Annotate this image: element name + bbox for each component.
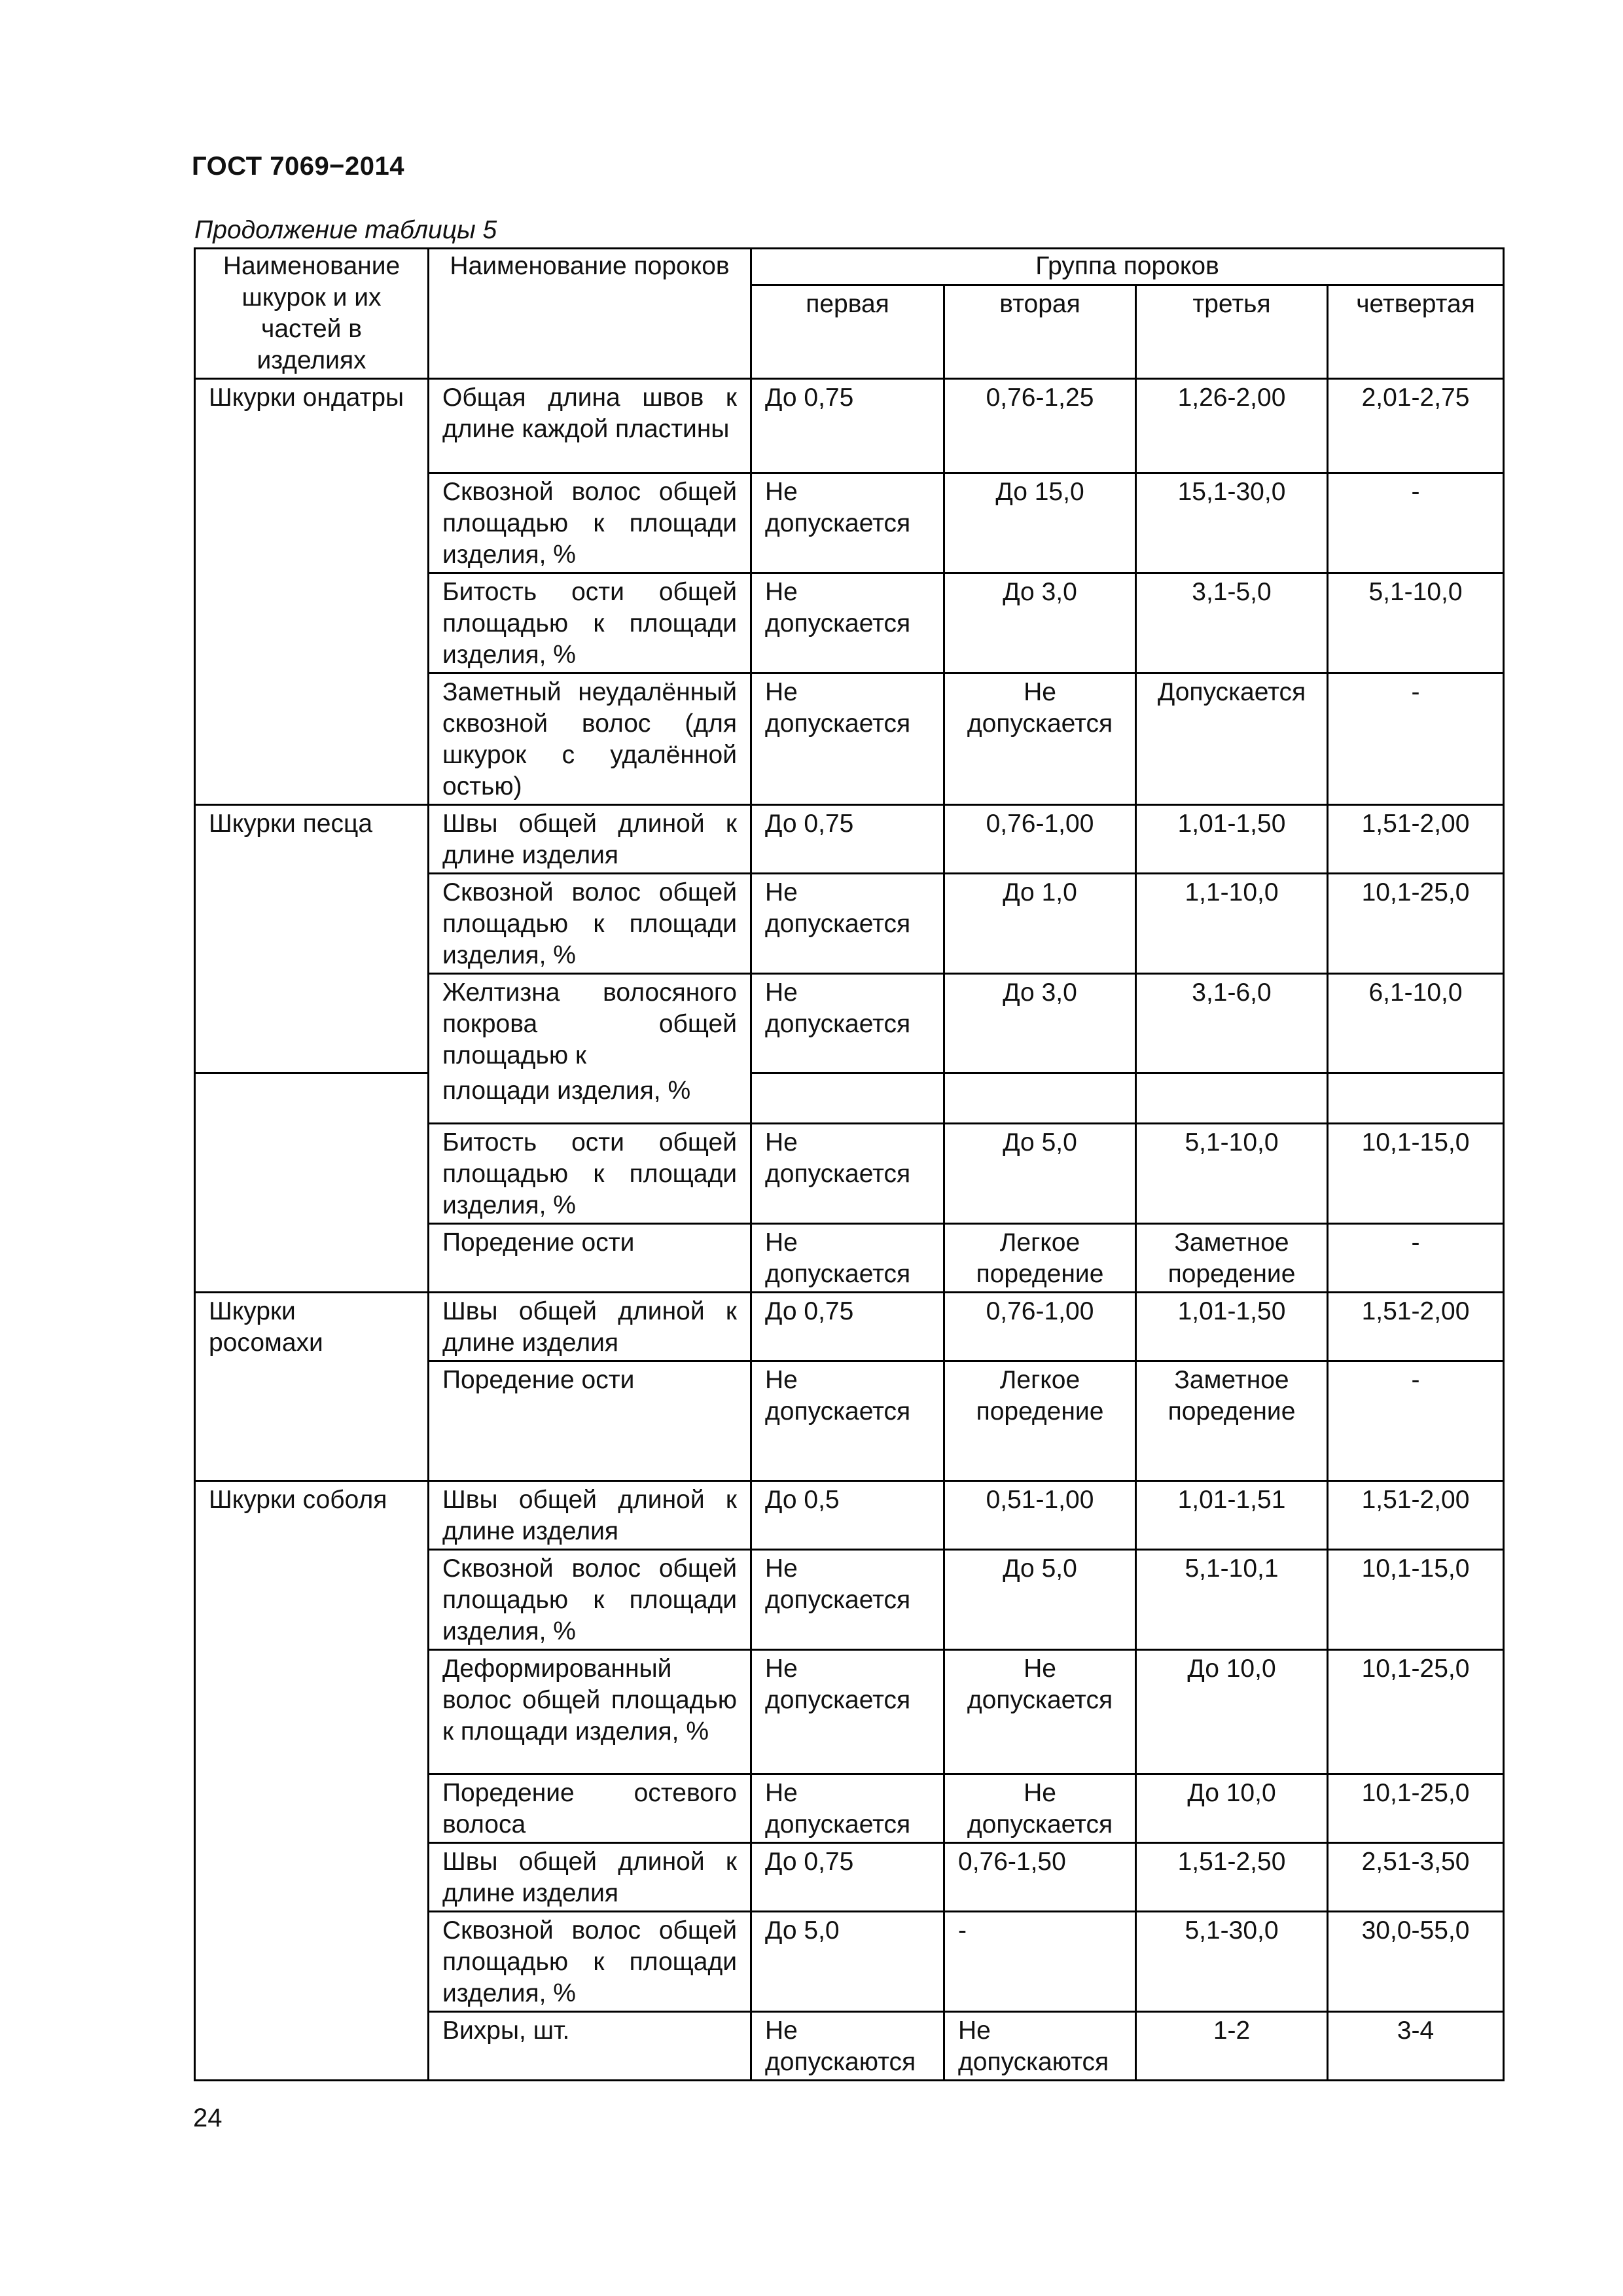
defect-cell: Битость ости общей площадью к площади изделия, %	[429, 1123, 751, 1223]
group1-cell: Не допускается	[751, 473, 944, 573]
group2-cell: 0,76-1,25	[944, 379, 1136, 473]
group1-cell: До 0,75	[751, 805, 944, 874]
group4-cell: 10,1-15,0	[1328, 1123, 1504, 1223]
defect-cell: Швы общей длиной к длине изделия	[429, 1480, 751, 1549]
group3-cell	[1136, 1073, 1328, 1123]
group2-cell: 0,76-1,00	[944, 1292, 1136, 1361]
group3-cell: 1,01-1,51	[1136, 1480, 1328, 1549]
group2-cell: До 15,0	[944, 473, 1136, 573]
group2-cell: До 3,0	[944, 974, 1136, 1073]
document-header: ГОСТ 7069−2014	[192, 152, 405, 181]
group3-cell: Заметное поредение	[1136, 1361, 1328, 1480]
defect-cell: Сквозной волос общей площадью к площади изделия, %	[429, 473, 751, 573]
group4-cell: 2,51-3,50	[1328, 1842, 1504, 1911]
group4-cell: -	[1328, 673, 1504, 805]
group4-cell: 3-4	[1328, 2011, 1504, 2080]
group3-cell: 5,1-10,1	[1136, 1549, 1328, 1649]
group2-cell: До 3,0	[944, 573, 1136, 673]
table-header-row	[195, 249, 1504, 285]
group1-cell: Не допускается	[751, 1774, 944, 1842]
group2-cell: До 5,0	[944, 1549, 1136, 1649]
group1-cell: Не допускается	[751, 673, 944, 805]
group1-cell: Не допускается	[751, 1649, 944, 1774]
page-number: 24	[193, 2104, 223, 2132]
group3-cell: 1,51-2,50	[1136, 1842, 1328, 1911]
defect-cell: Желтизна волосяного покрова общей площадью к	[429, 974, 751, 1073]
group2-cell: 0,76-1,50	[944, 1842, 1136, 1911]
item-rosomakha: Шкурки росомахи	[195, 1292, 429, 1480]
group4-cell: -	[1328, 1223, 1504, 1292]
group1-cell: Не допускается	[751, 1123, 944, 1223]
item-sobol: Шкурки соболя	[195, 1480, 429, 2080]
group3-cell: Допускается	[1136, 673, 1328, 805]
group4-cell: 5,1-10,0	[1328, 573, 1504, 673]
group2-cell: Не допускается	[944, 1649, 1136, 1774]
group1-cell: Не допускается	[751, 874, 944, 974]
group2-cell: Легкое поредение	[944, 1223, 1136, 1292]
item-empty-cell	[195, 1073, 429, 1292]
defect-cell: Сквозной волос общей площадью к площади изделия, %	[429, 1911, 751, 2011]
group2-cell: 0,51-1,00	[944, 1480, 1136, 1549]
defect-cell: Швы общей длиной к длине изделия	[429, 1292, 751, 1361]
group4-cell: -	[1328, 1361, 1504, 1480]
group4-cell: 1,51-2,00	[1328, 805, 1504, 874]
group3-cell: 1,1-10,0	[1136, 874, 1328, 974]
header-defect-group: Группа пороков	[751, 249, 1504, 285]
table-row	[195, 379, 1504, 473]
group3-cell: 5,1-30,0	[1136, 1911, 1328, 2011]
group3-cell: До 10,0	[1136, 1774, 1328, 1842]
group2-cell: Легкое поредение	[944, 1361, 1136, 1480]
group1-cell: До 5,0	[751, 1911, 944, 2011]
table-row	[195, 805, 1504, 874]
group1-cell: Не допускается	[751, 1361, 944, 1480]
defect-cell: Заметный неудалённый сквозной волос (для шкурок с удалённой остью)	[429, 673, 751, 805]
item-ondatra: Шкурки ондатры	[195, 379, 429, 805]
group1-cell	[751, 1073, 944, 1123]
header-group-first: первая	[751, 285, 944, 379]
group4-cell: 1,51-2,00	[1328, 1480, 1504, 1549]
defects-table-container	[194, 247, 1503, 2081]
defect-cell: Швы общей длиной к длине изделия	[429, 805, 751, 874]
group2-cell: -	[944, 1911, 1136, 2011]
group3-cell: 3,1-5,0	[1136, 573, 1328, 673]
defect-cell: Вихры, шт.	[429, 2011, 751, 2080]
group2-cell	[944, 1073, 1136, 1123]
defect-cell: Поредение ости	[429, 1223, 751, 1292]
group4-cell: 10,1-25,0	[1328, 1774, 1504, 1842]
group1-cell: Не допускается	[751, 1223, 944, 1292]
table-row	[195, 1292, 1504, 1361]
defect-cell: Деформированный волос общей площадью к площади изделия, %	[429, 1649, 751, 1774]
table-row	[195, 1480, 1504, 1549]
defect-cell: Битость ости общей площадью к площади изделия, %	[429, 573, 751, 673]
group3-cell: 15,1-30,0	[1136, 473, 1328, 573]
group1-cell: Не допускается	[751, 573, 944, 673]
group2-cell: До 5,0	[944, 1123, 1136, 1223]
group3-cell: 1,26-2,00	[1136, 379, 1328, 473]
group4-cell: 1,51-2,00	[1328, 1292, 1504, 1361]
group1-cell: Не допускается	[751, 974, 944, 1073]
group3-cell: 3,1-6,0	[1136, 974, 1328, 1073]
defect-cell: площади изделия, %	[429, 1073, 751, 1123]
group2-cell: Не допускаются	[944, 2011, 1136, 2080]
group4-cell: 10,1-25,0	[1328, 874, 1504, 974]
group1-cell: Не допускаются	[751, 2011, 944, 2080]
item-pesets: Шкурки песца	[195, 805, 429, 1073]
header-item-name: Наименование шкурок и их частей в изделиях	[195, 249, 429, 379]
group2-cell: До 1,0	[944, 874, 1136, 974]
group1-cell: До 0,75	[751, 1292, 944, 1361]
header-group-fourth: четвертая	[1328, 285, 1504, 379]
defect-cell: Поредение остевого волоса	[429, 1774, 751, 1842]
group2-cell: 0,76-1,00	[944, 805, 1136, 874]
group3-cell: 5,1-10,0	[1136, 1123, 1328, 1223]
defect-cell: Поредение ости	[429, 1361, 751, 1480]
defect-cell: Швы общей длиной к длине изделия	[429, 1842, 751, 1911]
group3-cell: 1-2	[1136, 2011, 1328, 2080]
group1-cell: Не допускается	[751, 1549, 944, 1649]
defect-cell: Сквозной волос общей площадью к площади изделия, %	[429, 874, 751, 974]
group2-cell: Не допускается	[944, 673, 1136, 805]
header-group-third: третья	[1136, 285, 1328, 379]
group4-cell: 10,1-25,0	[1328, 1649, 1504, 1774]
group1-cell: До 0,75	[751, 379, 944, 473]
group3-cell: 1,01-1,50	[1136, 805, 1328, 874]
group4-cell: 6,1-10,0	[1328, 974, 1504, 1073]
defect-cell: Сквозной волос общей площадью к площади изделия, %	[429, 1549, 751, 1649]
group3-cell: До 10,0	[1136, 1649, 1328, 1774]
defect-cell: Общая длина швов к длине каждой пластины	[429, 379, 751, 473]
group4-cell: 2,01-2,75	[1328, 379, 1504, 473]
group4-cell: 10,1-15,0	[1328, 1549, 1504, 1649]
group1-cell: До 0,75	[751, 1842, 944, 1911]
group3-cell: Заметное поредение	[1136, 1223, 1328, 1292]
header-defect-name: Наименование пороков	[429, 249, 751, 379]
group1-cell: До 0,5	[751, 1480, 944, 1549]
group4-cell: -	[1328, 473, 1504, 573]
table-caption: Продолжение таблицы 5	[194, 216, 497, 244]
table-row	[195, 1073, 1504, 1123]
group4-cell	[1328, 1073, 1504, 1123]
group3-cell: 1,01-1,50	[1136, 1292, 1328, 1361]
defects-table	[194, 247, 1505, 2081]
header-group-second: вторая	[944, 285, 1136, 379]
group2-cell: Не допускается	[944, 1774, 1136, 1842]
group4-cell: 30,0-55,0	[1328, 1911, 1504, 2011]
